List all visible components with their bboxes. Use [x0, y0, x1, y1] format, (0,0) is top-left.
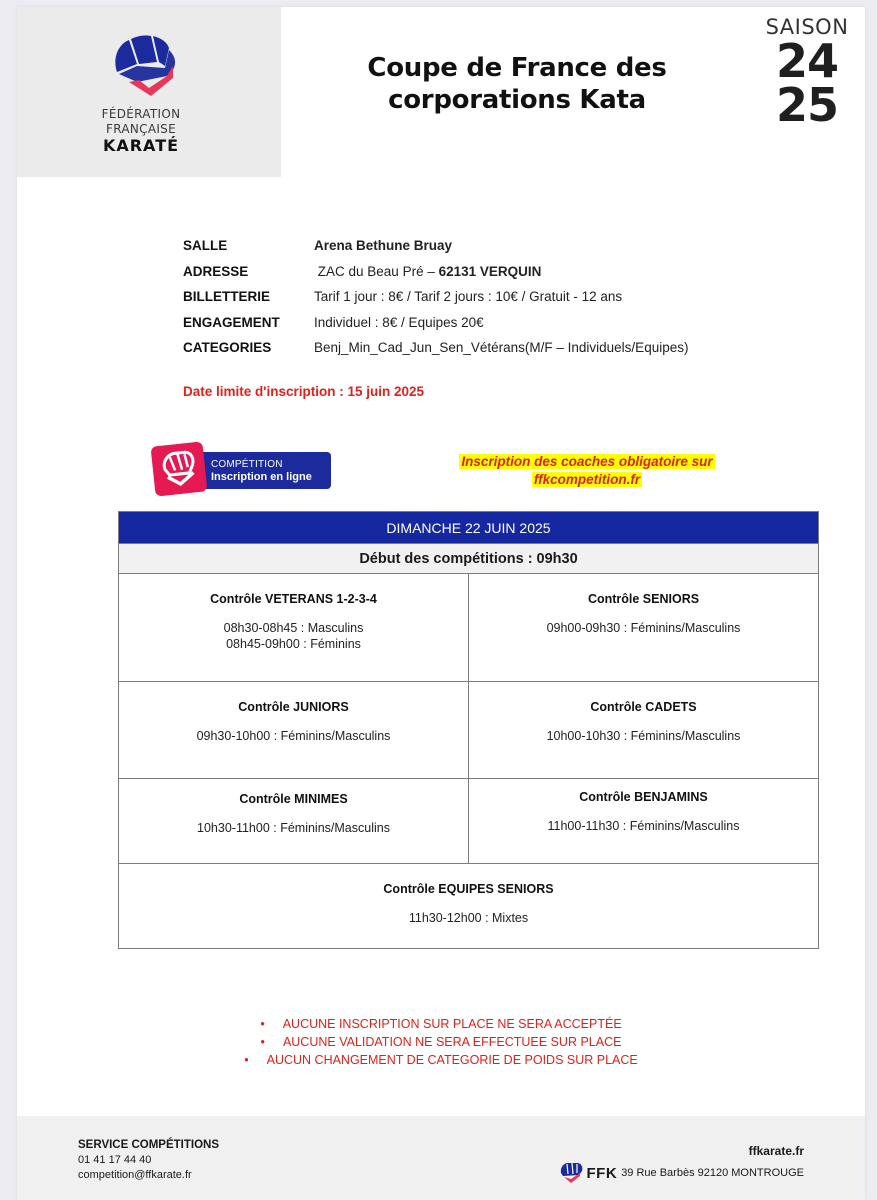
cell-line: 08h45-09h00 : Féminins	[226, 637, 361, 651]
cell-title: Contrôle VETERANS 1-2-3-4	[210, 592, 377, 606]
footer-phone[interactable]: 01 41 17 44 40	[78, 1154, 152, 1166]
cell-line: 08h30-08h45 : Masculins	[223, 621, 364, 635]
page-title	[317, 52, 717, 116]
ffk-small-logo-icon	[558, 1161, 584, 1185]
info-label: BILLETTERIE	[183, 289, 270, 305]
schedule-cell-juniors	[119, 682, 469, 779]
footer-website[interactable]: ffkarate.fr	[748, 1144, 804, 1158]
info-row-engagement	[183, 310, 688, 336]
ffk-logo-block	[17, 7, 281, 177]
online-registration-badge[interactable]	[153, 444, 335, 496]
season-year-2: 25	[775, 78, 838, 132]
bullet-icon: •	[244, 1053, 249, 1067]
info-label: CATEGORIES	[183, 340, 272, 356]
rule-item	[17, 1015, 865, 1033]
cell-title: Contrôle CADETS	[590, 700, 697, 714]
schedule-cell-seniors	[469, 574, 819, 682]
org-name-line-3: KARATÉ	[102, 136, 180, 155]
schedule-cell-cadets	[469, 682, 819, 779]
document-page	[17, 7, 865, 1200]
event-info	[183, 233, 688, 361]
info-row-categories	[183, 335, 688, 361]
cell-line: 10h30-11h00 : Féminins/Masculins	[197, 821, 390, 835]
cell-line: 09h00-09h30 : Féminins/Masculins	[546, 621, 741, 635]
schedule-start-time: Début des compétitions : 09h30	[119, 544, 819, 574]
coach-notice	[417, 453, 757, 489]
info-row-billetterie	[183, 284, 688, 310]
info-label: ENGAGEMENT	[183, 314, 280, 330]
schedule-day: DIMANCHE 22 JUIN 2025	[119, 512, 819, 544]
rule-text: AUCUNE INSCRIPTION SUR PLACE NE SERA ACCEPTÉE	[282, 1017, 622, 1031]
coach-notice-line-1: Inscription des coaches obligatoire sur	[461, 454, 713, 469]
cell-title: Contrôle BENJAMINS	[579, 790, 708, 804]
org-name-line-2: FRANÇAISE	[106, 122, 176, 136]
season-label: SAISON	[765, 15, 849, 39]
badge-line-2: Inscription en ligne	[211, 471, 312, 483]
bullet-icon: •	[260, 1035, 265, 1049]
rule-text: AUCUNE VALIDATION NE SERA EFFECTUEE SUR PLACE	[282, 1035, 622, 1049]
registration-deadline: Date limite d'inscription : 15 juin 2025	[183, 384, 425, 399]
schedule-cell-veterans	[119, 574, 469, 682]
info-value: Individuel : 8€ / Equipes 20€	[314, 314, 484, 330]
info-row-salle	[183, 233, 688, 259]
schedule-table	[118, 511, 819, 949]
schedule-cell-equipes-seniors	[119, 864, 819, 949]
cell-line: 09h30-10h00 : Féminins/Masculins	[196, 729, 391, 743]
title-line-2: corporations Kata	[388, 85, 646, 115]
footer-contact	[78, 1138, 219, 1183]
schedule-cell-benjamins	[469, 779, 819, 864]
footer-brand: FFK	[586, 1164, 618, 1182]
title-line-1: Coupe de France des	[367, 53, 667, 83]
ffk-fist-logo-icon	[107, 32, 187, 107]
info-value: Benj_Min_Cad_Jun_Sen_Vétérans(M/F – Individuels/Equipes)	[314, 340, 689, 356]
address-city: 62131 VERQUIN	[438, 263, 542, 279]
badge-line-1: COMPÉTITION	[211, 459, 283, 470]
season-year-1: 24	[775, 34, 838, 88]
info-label: ADRESSE	[183, 263, 249, 279]
address-street: ZAC du Beau Pré –	[317, 263, 439, 279]
rule-text: AUCUN CHANGEMENT DE CATEGORIE DE POIDS SUR PLACE	[266, 1053, 638, 1067]
bullet-icon: •	[260, 1017, 265, 1031]
badge-icon-tile	[151, 441, 208, 496]
rule-item	[17, 1033, 865, 1051]
footer-address	[558, 1144, 804, 1185]
fist-icon	[151, 441, 208, 496]
info-row-adresse	[183, 259, 688, 285]
footer	[17, 1116, 865, 1200]
cell-title: Contrôle MINIMES	[239, 792, 348, 806]
info-value: Tarif 1 jour : 8€ / Tarif 2 jours : 10€ / Gratuit - 12 ans	[314, 289, 623, 305]
cell-title: Contrôle EQUIPES SENIORS	[383, 882, 554, 896]
info-value	[314, 264, 541, 279]
org-name-line-1: FÉDÉRATION	[101, 107, 181, 121]
info-value: Arena Bethune Bruay	[314, 238, 453, 254]
cell-title: Contrôle JUNIORS	[238, 700, 349, 714]
rules-list	[17, 1015, 865, 1069]
info-label: SALLE	[183, 238, 228, 254]
cell-line: 11h30-12h00 : Mixtes	[408, 911, 529, 925]
footer-service-title: SERVICE COMPÉTITIONS	[78, 1139, 220, 1151]
coach-notice-link[interactable]: ffkcompetition.fr	[533, 472, 641, 487]
schedule-cell-minimes	[119, 779, 469, 864]
footer-street: 39 Rue Barbès 92120 MONTROUGE	[621, 1167, 804, 1179]
footer-email[interactable]: competition@ffkarate.fr	[78, 1169, 192, 1181]
cell-line: 11h00-11h30 : Féminins/Masculins	[547, 819, 740, 833]
season-badge	[757, 15, 857, 132]
cell-line: 10h00-10h30 : Féminins/Masculins	[546, 729, 741, 743]
rule-item	[17, 1051, 865, 1069]
cell-title: Contrôle SENIORS	[587, 592, 700, 606]
